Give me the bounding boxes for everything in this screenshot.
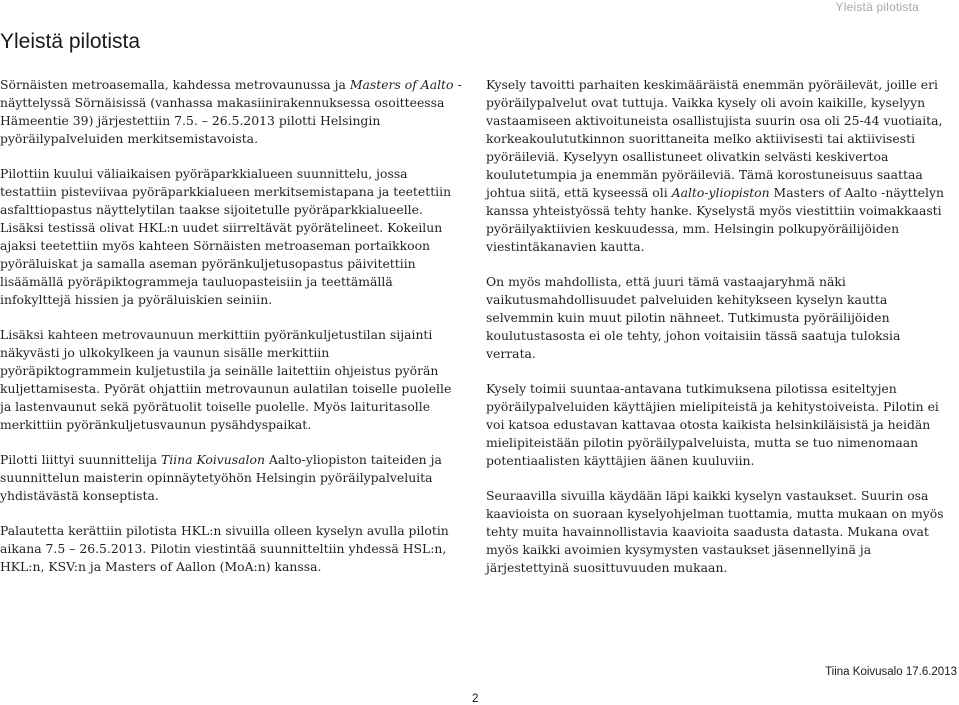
exhibition-name: Masters of Aalto — [349, 77, 454, 92]
page-title: Yleistä pilotista — [0, 30, 141, 53]
left-column — [0, 76, 463, 593]
paragraph-metro-cars: Lisäksi kahteen metrovaunuun merkittiin pyöränkuljetustilan sijainti näkyvästi jo ulkokylkeen ja vaunun sisälle merkittiin pyöräpiktogrammein kuljetustila ja seinälle laitettiin ohjeistus pyörän kuljettamisesta. Pyörät ohjattiin metrovaunun aulatilan toiselle puolelle ja lastenvaunut sekä pyörätuolit toiselle puolelle. Myös laituritasolle merkittiin pyöränkuljetusvaunun pysähdyspaikat. — [0, 327, 452, 432]
paragraph-exhibition-intro — [0, 76, 463, 148]
paragraph-survey-reach — [486, 76, 952, 256]
paragraph-thesis — [0, 451, 463, 505]
text-run: Masters of Aalto -näyttelyn kanssa yhteistyössä tehty hanke. Kyselystä myös viestittiin voimakkaasti pyöräilyaktiivien keskuudessa, mm. Helsingin polkupyöräilijöiden viestintäkanavien kautta. — [486, 185, 944, 254]
text-run: Kysely tavoitti parhaiten keskimääräistä enemmän pyöräilevät, joille eri pyöräilypalvelut ovat tuttuja. Vaikka kysely oli avoin kaikille, kyselyyn vastaamiseen aktivoituneista osallistujista suurin osa oli 25-44 vuotiaita, korkeakoulututkinnon suorittaneita melko aktiivisesti tai aktiivisesti pyöräileviä. Kyselyyn osallistuneet olivatkin selvästi keskivertoa koulutetumpia ja enemmän pyöräileviä. Tämä korostuneisuus saattaa johtua siitä, että kyseessä oli — [486, 77, 943, 200]
text-run: Pilotti liittyi suunnittelija — [0, 452, 161, 467]
paragraph-feedback: Palautetta kerättiin pilotista HKL:n sivuilla olleen kyselyn avulla pilotin aikana 7.5 – 26.5.2013. Pilotin viestintää suunnitteltiin yhdessä HSL:n, HKL:n, KSV:n ja Masters of Aallon (MoA:n) kanssa. — [0, 523, 449, 574]
paragraph-respondent-group: On myös mahdollista, että juuri tämä vastaajaryhmä näki vaikutusmahdollisuudet palveluiden kehitykseen kyselyn kautta selvemmin kuin muut pilotin nähneet. Tutkimusta pyöräilijöiden koulutustasosta ei ole tehty, johon voitaisiin tässä saatuja tuloksia verrata. — [486, 274, 901, 361]
paragraph-survey-scope: Kysely toimii suuntaa-antavana tutkimuksena pilotissa esiteltyjen pyöräilypalveluiden käyttäjien mielipiteistä ja kehitystoiveista. Pilotin ei voi katsoa edustavan kattavaa otosta kaikista helsinkiläisistä ja heidän mielipiteistään pilotin pyöräilypalveluista, mutta se tuo nimenomaan potentiaalisten käyttäjien äänen kuuluviin. — [486, 381, 939, 468]
page-number: 2 — [472, 693, 479, 705]
text-run: Sörnäisten metroasemalla, kahdessa metrovaunussa ja — [0, 77, 350, 92]
text-run: Aalto-yliopiston taiteiden ja suunnittelun maisterin opinnäytetyöhön Helsingin pyöräilypalveluita yhdistävästä konseptista. — [0, 452, 442, 503]
university-name: Aalto-yliopiston — [671, 185, 770, 200]
author-date: Tiina Koivusalo 17.6.2013 — [825, 666, 957, 678]
paragraph-following-pages: Seuraavilla sivuilla käydään läpi kaikki kyselyn vastaukset. Suurin osa kaavioista on suoraan kyselyohjelman tuottamia, mutta mukaan on myös tehty muita havainnollistavia kaavioita saadusta datasta. Mukana ovat myös kaikki avoimien kysymysten vastaukset jäsennellyinä ja järjestettyinä suosittuvuuden mukaan. — [486, 488, 944, 575]
running-head: Yleistä pilotista — [835, 0, 919, 14]
designer-name: Tiina Koivusalon — [160, 452, 265, 467]
text-run: -näyttelyssä Sörnäisissä (vanhassa makasiinirakennuksessa osoitteessa Hämeentie 39) järjestettiin 7.5. – 26.5.2013 pilotti Helsingin pyöräilypalveluiden merkitsemistavoista. — [0, 77, 462, 146]
paragraph-bike-parking: Pilottiin kuului väliaikaisen pyöräparkkialueen suunnittelu, jossa testattiin pisteviivaa pyöräparkkialueen merkitsemistapana ja teetettiin asfalttiopastus näyttelytilan taakse sijoitetulle pyöräparkkialueelle. Lisäksi testissä olivat HKL:n uudet siirreltävät pyörätelineet. Kokeilun ajaksi teetettiin myös kahteen Sörnäisten metroaseman portaikkoon pyöräluiskat ja samalla aseman pyöränkuljetusopastus päivitettiin lisäämällä pyöräpiktogrammeja tauluopasteisiin ja teettämällä infokylttejä hissien ja pyöräluiskien seiniin. — [0, 166, 452, 307]
right-column — [486, 76, 952, 594]
